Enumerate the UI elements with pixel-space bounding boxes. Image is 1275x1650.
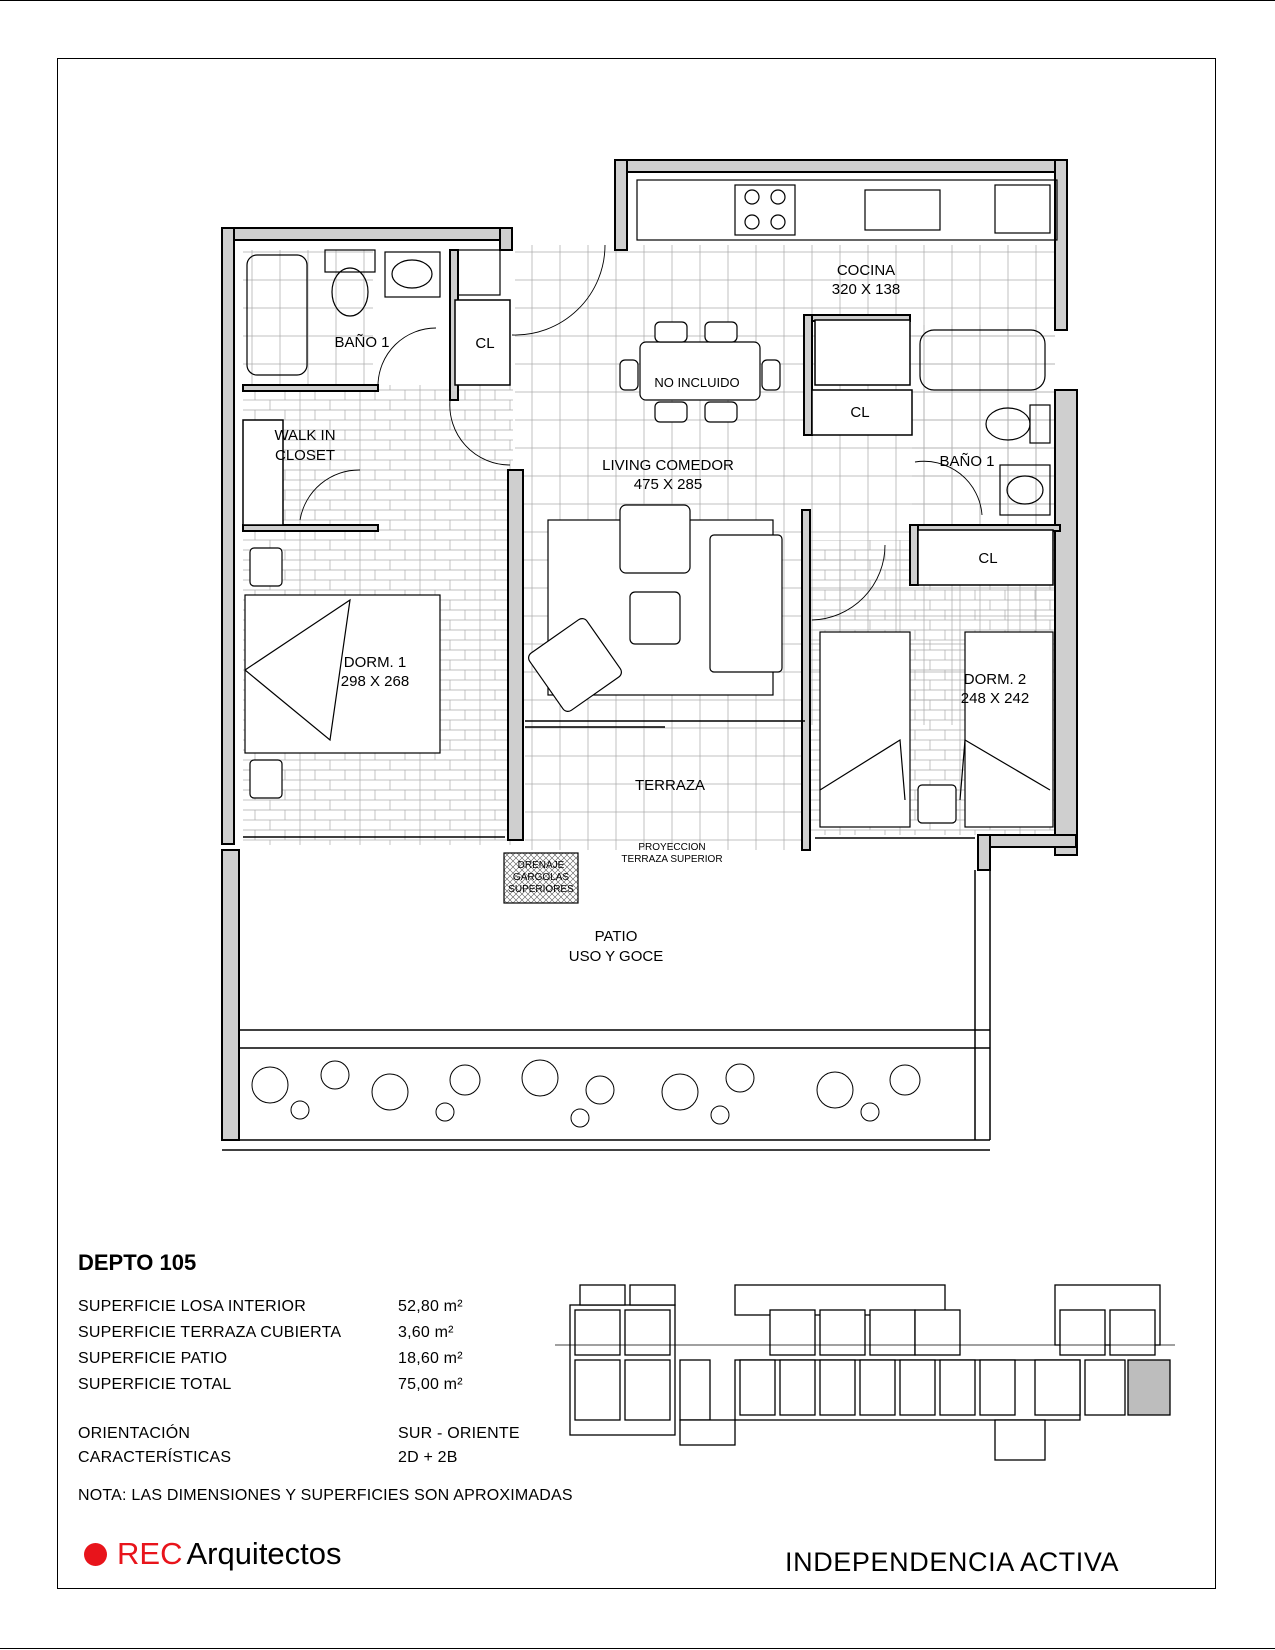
proyeccion-label: PROYECCION [638, 842, 706, 853]
planter-shrubs [252, 1060, 920, 1127]
gargolas-label: GARGOLAS [512, 872, 570, 883]
drenaje-label: DRENAJE [517, 860, 565, 871]
note-text: NOTA: LAS DIMENSIONES Y SUPERFICIES SON APROXIMADAS [78, 1487, 573, 1504]
orientation-value: SUR - ORIENTE [398, 1425, 520, 1442]
area-value-3: 18,60 m² [398, 1350, 463, 1367]
highlighted-unit [1128, 1360, 1170, 1415]
bano1-left-label: BAÑO 1 [334, 334, 390, 351]
area-value-1: 52,80 m² [398, 1298, 463, 1315]
cocina-dims: 320 X 138 [831, 281, 901, 298]
area-label-4: SUPERFICIE TOTAL [78, 1376, 232, 1393]
area-label-3: SUPERFICIE PATIO [78, 1350, 228, 1367]
dorm2-label: DORM. 2 [963, 671, 1027, 688]
project-name: INDEPENDENCIA ACTIVA [785, 1547, 1120, 1577]
unit-title: DEPTO 105 [78, 1250, 197, 1275]
brand-rec: REC [117, 1536, 183, 1571]
features-value: 2D + 2B [398, 1449, 458, 1466]
orientation-label: ORIENTACIÓN [78, 1425, 191, 1442]
living-dims: 475 X 285 [633, 476, 703, 493]
dorm2-dims: 248 X 242 [960, 690, 1030, 707]
dorm1-dims: 298 X 268 [340, 673, 410, 690]
cl-left-label: CL [475, 335, 495, 352]
area-value-2: 3,60 m² [398, 1324, 454, 1341]
terraza-label: TERRAZA [634, 777, 706, 794]
bano1-right-label: BAÑO 1 [939, 453, 995, 470]
bottom-rule [0, 1648, 1275, 1649]
area-value-4: 75,00 m² [398, 1376, 463, 1393]
brand-dot-icon [84, 1543, 107, 1566]
walk-in-label: WALK IN [274, 427, 336, 444]
superiores-label: SUPERIORES [508, 884, 574, 895]
patio-label: PATIO [594, 928, 638, 945]
no-incluido-label: NO INCLUIDO [654, 375, 740, 390]
key-plan [555, 1270, 1195, 1470]
area-label-2: SUPERFICIE TERRAZA CUBIERTA [78, 1324, 342, 1341]
features-label: CARACTERÍSTICAS [78, 1449, 232, 1466]
proyeccion-sub-label: TERRAZA SUPERIOR [621, 854, 723, 865]
kitchen-counter [637, 180, 1057, 240]
living-label: LIVING COMEDOR [602, 457, 734, 474]
closet-label: CLOSET [274, 447, 336, 464]
brand-arquitectos: Arquitectos [186, 1536, 342, 1571]
patio-outline [222, 870, 990, 1150]
dorm1-label: DORM. 1 [343, 654, 407, 671]
cocina-label: COCINA [836, 262, 896, 279]
cl-right-label: CL [978, 550, 998, 567]
patio-sub-label: USO Y GOCE [568, 948, 664, 965]
living-furniture [526, 505, 782, 714]
brand-logo [84, 1536, 342, 1572]
cl-mid-label: CL [850, 404, 870, 421]
area-label-1: SUPERFICIE LOSA INTERIOR [78, 1298, 306, 1315]
